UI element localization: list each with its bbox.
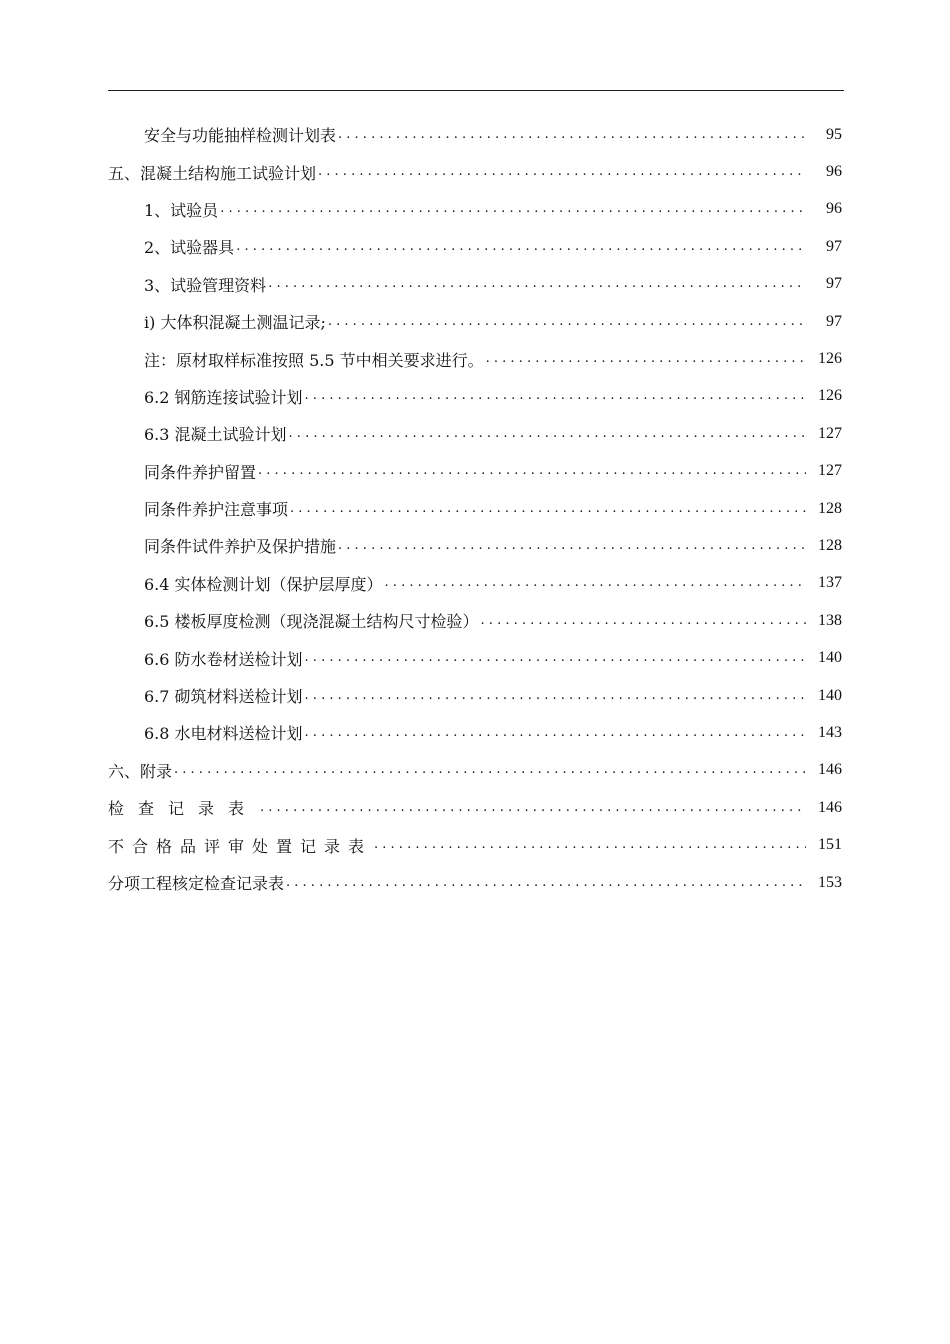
toc-entry-title: 同条件养护留置	[144, 462, 257, 482]
toc-dot-leader	[258, 461, 806, 481]
toc-page-number: 126	[818, 387, 842, 405]
toc-page-number: 97	[826, 275, 842, 293]
toc-entry-title: 安全与功能抽样检测计划表	[144, 126, 337, 146]
toc-page-number: 97	[826, 312, 842, 330]
toc-page-number: 146	[818, 761, 842, 779]
toc-entry-title: i) 大体积混凝土测温记录;	[144, 313, 326, 333]
toc-dot-leader	[305, 386, 806, 406]
toc-dot-leader	[305, 648, 806, 668]
toc-page-number: 96	[826, 200, 842, 218]
toc-entry[interactable]	[108, 789, 842, 826]
toc-page-number: 127	[818, 462, 842, 480]
toc-entry[interactable]	[108, 191, 842, 228]
toc-entry[interactable]	[108, 677, 842, 714]
toc-dot-leader	[486, 349, 806, 369]
header-rule	[108, 90, 844, 91]
toc-dot-leader	[385, 573, 806, 593]
toc-entry-title: 1、试验员	[144, 200, 219, 220]
toc-entry-title: 五、混凝土结构施工试验计划	[108, 163, 317, 183]
toc-dot-leader	[286, 873, 806, 893]
toc-entry-title: 不合格品评审处置记录表	[108, 836, 373, 856]
toc-page-number: 95	[826, 125, 842, 143]
toc-dot-leader	[481, 611, 806, 631]
toc-entry-title: 2、试验器具	[144, 238, 235, 258]
toc-page-number: 96	[826, 163, 842, 181]
toc-entry-title: 6.6 防水卷材送检计划	[144, 649, 303, 669]
toc-page-number: 143	[818, 723, 842, 741]
toc-entry[interactable]	[108, 639, 842, 676]
toc-entry-title: 同条件养护注意事项	[144, 500, 289, 520]
toc-dot-leader	[328, 312, 806, 332]
toc-entry[interactable]	[108, 266, 842, 303]
toc-dot-leader	[318, 162, 806, 182]
toc-entry-title: 6.5 楼板厚度检测（现浇混凝土结构尺寸检验）	[144, 612, 479, 632]
toc-page-number: 97	[826, 237, 842, 255]
toc-entry[interactable]	[108, 340, 842, 377]
toc-entry-title: 6.4 实体检测计划（保护层厚度）	[144, 574, 383, 594]
toc-entry[interactable]	[108, 602, 842, 639]
toc-page-number: 128	[818, 499, 842, 517]
toc-entry[interactable]	[108, 826, 842, 863]
toc-dot-leader	[268, 274, 806, 294]
toc-dot-leader	[220, 199, 806, 219]
toc-entry[interactable]	[108, 453, 842, 490]
toc-entry-title: 6.3 混凝土试验计划	[144, 425, 287, 445]
toc-dot-leader	[305, 686, 806, 706]
table-of-contents	[108, 116, 842, 901]
toc-page-number: 137	[818, 574, 842, 592]
toc-dot-leader	[236, 237, 806, 257]
toc-entry-title: 注：原材取样标准按照 5.5 节中相关要求进行。	[144, 350, 484, 370]
toc-entry-title: 6.2 钢筋连接试验计划	[144, 387, 303, 407]
toc-entry-title: 检查记录表	[108, 799, 259, 819]
toc-entry[interactable]	[108, 153, 842, 190]
toc-entry-title: 分项工程核定检查记录表	[108, 874, 285, 893]
toc-dot-leader	[374, 835, 806, 855]
toc-entry-title: 六、附录	[108, 761, 173, 781]
toc-entry-title: 6.8 水电材料送检计划	[144, 724, 303, 744]
toc-dot-leader	[289, 424, 806, 444]
toc-entry[interactable]	[108, 116, 842, 153]
toc-dot-leader	[260, 798, 806, 818]
toc-dot-leader	[338, 125, 806, 145]
toc-entry[interactable]	[108, 228, 842, 265]
toc-page-number: 128	[818, 536, 842, 554]
toc-page-number: 151	[818, 836, 842, 854]
toc-entry-title: 6.7 砌筑材料送检计划	[144, 687, 303, 707]
toc-page-number: 126	[818, 350, 842, 368]
toc-page-number: 140	[818, 649, 842, 667]
toc-entry[interactable]	[108, 714, 842, 751]
toc-entry-title: 3、试验管理资料	[144, 275, 267, 295]
toc-entry[interactable]	[108, 415, 842, 452]
toc-page-number: 138	[818, 611, 842, 629]
toc-entry[interactable]	[108, 303, 842, 340]
toc-page-number: 146	[818, 798, 842, 816]
toc-entry[interactable]	[108, 378, 842, 415]
toc-entry[interactable]	[108, 752, 842, 789]
toc-dot-leader	[290, 499, 806, 519]
toc-entry-title: 同条件试件养护及保护措施	[144, 537, 337, 557]
toc-entry[interactable]	[108, 864, 842, 901]
toc-entry[interactable]	[108, 565, 842, 602]
toc-page-number: 127	[818, 424, 842, 442]
toc-dot-leader	[174, 760, 806, 780]
toc-page-number: 140	[818, 686, 842, 704]
toc-dot-leader	[338, 536, 806, 556]
toc-entry[interactable]	[108, 490, 842, 527]
toc-page-number: 153	[818, 873, 842, 891]
toc-entry[interactable]	[108, 527, 842, 564]
toc-dot-leader	[305, 723, 806, 743]
